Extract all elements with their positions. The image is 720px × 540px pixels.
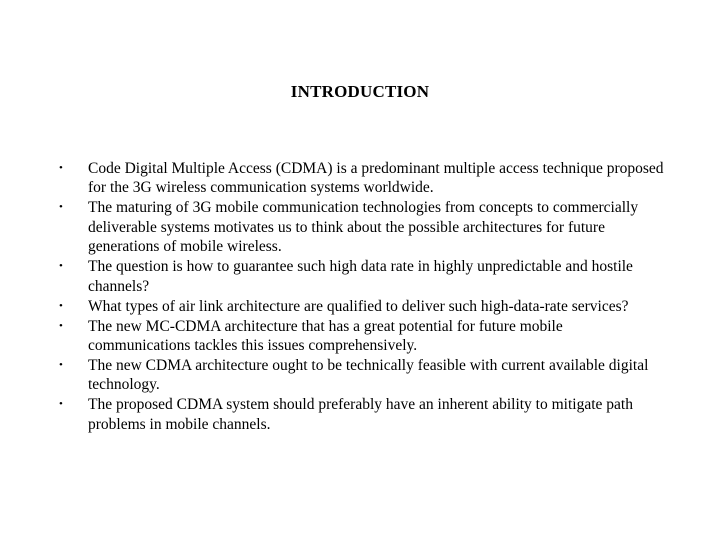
- bullet-item-3: [55, 257, 665, 296]
- bullet-text: Code Digital Multiple Access (CDMA) is a predominant multiple access technique proposed for the 3G wireless communication systems worldwide.: [88, 160, 664, 197]
- bullet-icon: •: [59, 299, 63, 312]
- bullet-text: The maturing of 3G mobile communication technologies from concepts to commercially deliverable systems motivates us to think about the possible architectures for future generations of mobile wireless.: [88, 199, 639, 256]
- bullet-icon: •: [59, 359, 63, 372]
- bullet-icon: •: [59, 260, 63, 273]
- bullet-list: [55, 159, 665, 435]
- bullet-item-7: [55, 395, 665, 434]
- bullet-item-1: [55, 159, 665, 198]
- bullet-item-5: [55, 317, 665, 356]
- bullet-icon: •: [59, 201, 63, 214]
- bullet-icon: •: [59, 319, 63, 332]
- bullet-icon: •: [59, 398, 63, 411]
- bullet-text: What types of air link architecture are qualified to deliver such high-data-rate services?: [88, 297, 629, 315]
- bullet-text: The new CDMA architecture ought to be technically feasible with current available digital technology.: [88, 357, 649, 394]
- bullet-text: The proposed CDMA system should preferably have an inherent ability to mitigate path problems in mobile channels.: [88, 396, 633, 433]
- bullet-text: The new MC-CDMA architecture that has a great potential for future mobile communications tackles this issues comprehensively.: [88, 317, 563, 355]
- bullet-item-4: [55, 297, 665, 316]
- bullet-item-2: [55, 198, 665, 256]
- bullet-item-6: [55, 356, 665, 395]
- bullet-text: The question is how to guarantee such high data rate in highly unpredictable and hostile channels?: [88, 258, 633, 295]
- slide-title: INTRODUCTION: [290, 82, 430, 101]
- bullet-icon: •: [59, 162, 63, 174]
